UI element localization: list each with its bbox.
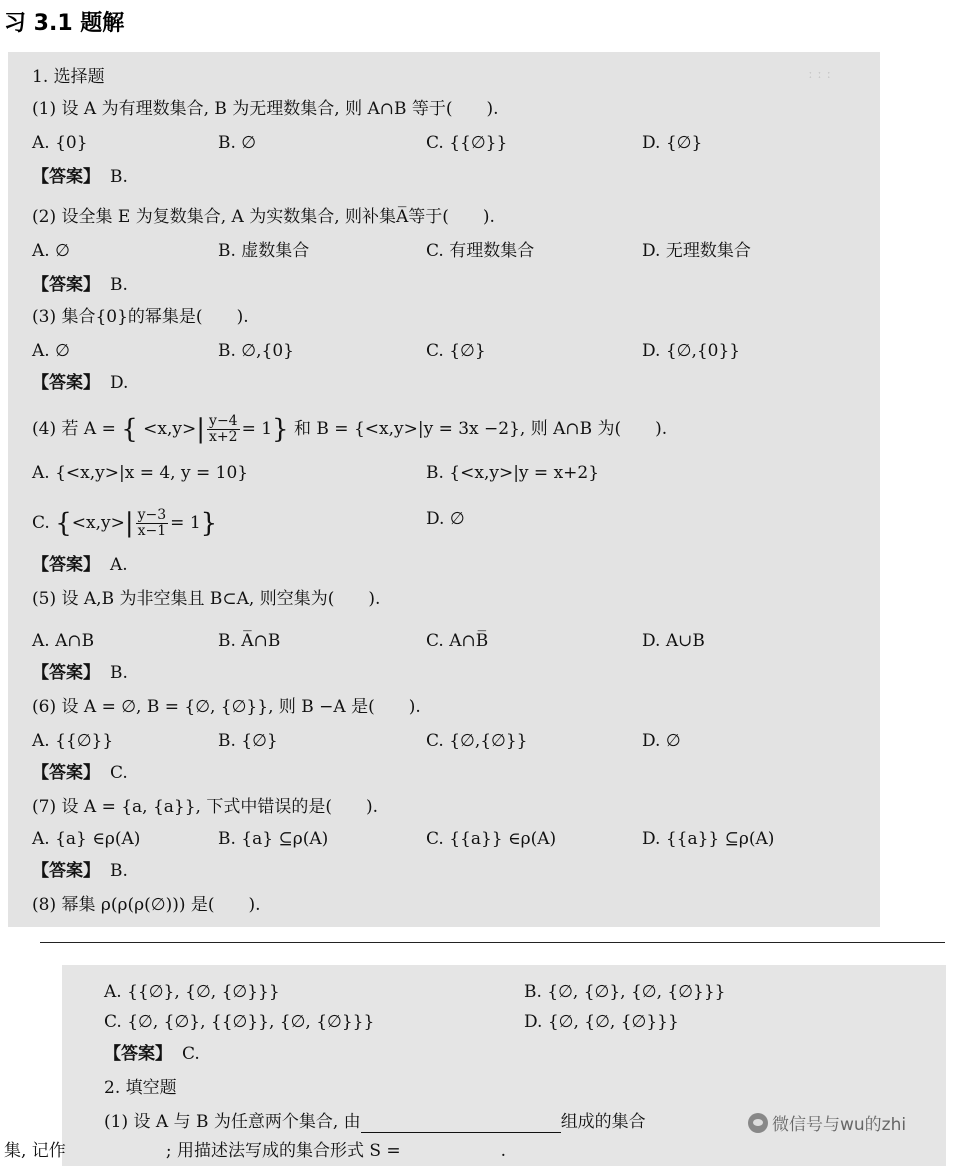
question-1-answer [32, 166, 128, 188]
question-4-fraction-rhs: = 1 [241, 419, 273, 439]
answer-value: C. [182, 1044, 200, 1064]
fill-question-1-text-e: . [500, 1141, 507, 1161]
question-1-option-b: B. ∅ [218, 133, 257, 153]
fill-question-1-text-b: 组成的集合 [560, 1112, 646, 1132]
fraction-numerator: y−3 [137, 507, 167, 523]
page-heading: 习 3.1 题解 [4, 11, 125, 36]
question-7-stem: (7) 设 A = {a, {a}}, 下式中错误的是( ). [32, 797, 379, 817]
bar: | [124, 508, 134, 539]
question-4-option-c [32, 508, 217, 539]
question-3-option-a: A. ∅ [32, 341, 70, 361]
scanned-page-top [8, 52, 880, 927]
question-1-option-a: A. {0} [32, 133, 88, 153]
question-4-stem [32, 414, 667, 445]
question-3-stem: (3) 集合{0}的幂集是( ). [32, 307, 249, 327]
question-3-option-c: C. {∅} [426, 341, 486, 361]
answer-value: D. [110, 373, 129, 393]
answer-label: 【答案】 [32, 373, 100, 393]
bleed-through-text: ː ː ː [808, 66, 832, 82]
question-4-option-d: D. ∅ [426, 509, 465, 529]
question-5-option-a: A. A∩B [32, 631, 95, 651]
answer-label: 【答案】 [32, 555, 100, 575]
section1-title: 1. 选择题 [32, 67, 105, 87]
fraction-numerator: y−4 [209, 413, 238, 429]
question-6-answer [32, 762, 128, 784]
page-divider [40, 942, 945, 943]
answer-label: 【答案】 [32, 275, 100, 295]
fraction-denominator: x−1 [137, 523, 167, 539]
answer-label: 【答案】 [32, 167, 100, 187]
question-3-option-b: B. ∅,{0} [218, 341, 294, 361]
question-4-fraction-a [207, 414, 240, 445]
question-4-answer [32, 554, 128, 576]
question-8-stem: (8) 幂集 ρ(ρ(ρ(∅))) 是( ). [32, 895, 261, 915]
left-brace: { [121, 414, 138, 445]
question-8-option-b: B. {∅, {∅}, {∅, {∅}}} [524, 982, 726, 1002]
question-5-option-b: B. A̅∩B [218, 631, 281, 651]
question-2-option-b: B. 虚数集合 [218, 241, 310, 261]
question-4-option-c-element: <x,y> [71, 513, 125, 533]
question-4-option-a: A. {<x,y>|x = 4, y = 10} [32, 463, 249, 483]
wechat-icon [748, 1113, 768, 1133]
right-brace: } [200, 508, 218, 539]
question-1-stem: (1) 设 A 为有理数集合, B 为无理数集合, 则 A∩B 等于( ). [32, 99, 499, 119]
scanned-page-bottom [62, 965, 946, 1166]
question-7-option-d: D. {{a}} ⊆ρ(A) [642, 829, 775, 849]
question-7-option-c: C. {{a}} ∈ρ(A) [426, 829, 557, 849]
question-8-option-c: C. {∅, {∅}, {{∅}}, {∅, {∅}}} [104, 1012, 375, 1032]
question-8-option-a: A. {{∅}, {∅, {∅}}} [104, 982, 280, 1002]
fraction-denominator: x+2 [209, 429, 238, 445]
answer-label: 【答案】 [32, 763, 100, 783]
watermark [748, 1110, 906, 1135]
fill-question-1-line2 [4, 1140, 506, 1162]
fill-question-1-text-d: ; 用描述法写成的集合形式 S = [165, 1141, 401, 1161]
question-6-stem: (6) 设 A = ∅, B = {∅, {∅}}, 则 B −A 是( ). [32, 697, 421, 717]
question-3-option-d: D. {∅,{0}} [642, 341, 741, 361]
question-7-answer [32, 860, 128, 882]
question-5-stem: (5) 设 A,B 为非空集且 B⊂A, 则空集为( ). [32, 589, 381, 609]
question-4-option-b: B. {<x,y>|y = x+2} [426, 463, 600, 483]
question-1-option-c: C. {{∅}} [426, 133, 508, 153]
fill-blank [361, 1116, 561, 1133]
question-2-option-c: C. 有理数集合 [426, 241, 535, 261]
question-4-option-c-label: C. [32, 513, 50, 533]
question-2-answer [32, 274, 128, 296]
question-1-option-d: D. {∅} [642, 133, 703, 153]
fill-question-1-text-a: (1) 设 A 与 B 为任意两个集合, 由 [104, 1112, 361, 1132]
question-4-stem-pre: (4) 若 A = [32, 419, 122, 439]
question-4-fraction-c [136, 508, 169, 539]
question-2-option-d: D. 无理数集合 [642, 241, 751, 261]
answer-value: B. [110, 663, 128, 683]
question-2-stem: (2) 设全集 E 为复数集合, A 为实数集合, 则补集A̅等于( ). [32, 207, 495, 227]
question-5-answer [32, 662, 128, 684]
answer-value: B. [110, 167, 128, 187]
question-7-option-b: B. {a} ⊆ρ(A) [218, 829, 329, 849]
question-6-option-a: A. {{∅}} [32, 731, 114, 751]
section2-title: 2. 填空题 [104, 1078, 177, 1098]
question-4-set-a-element: <x,y> [143, 419, 197, 439]
right-brace: } [272, 414, 289, 445]
question-6-option-c: C. {∅,{∅}} [426, 731, 528, 751]
fill-question-1-line1 [104, 1111, 646, 1133]
question-6-option-b: B. {∅} [218, 731, 278, 751]
answer-value: B. [110, 861, 128, 881]
question-8-answer [104, 1043, 200, 1065]
question-4-option-c-rhs: = 1 [170, 513, 201, 533]
answer-label: 【答案】 [104, 1044, 172, 1064]
question-5-option-d: D. A∪B [642, 631, 705, 651]
question-6-option-d: D. ∅ [642, 731, 681, 751]
bar: | [196, 414, 206, 445]
question-7-option-a: A. {a} ∈ρ(A) [32, 829, 141, 849]
left-brace: { [55, 508, 72, 539]
answer-label: 【答案】 [32, 861, 100, 881]
question-5-option-c: C. A∩B̅ [426, 631, 489, 651]
answer-value: A. [110, 555, 128, 575]
question-3-answer [32, 372, 128, 394]
question-4-stem-post: 和 B = {<x,y>|y = 3x −2}, 则 A∩B 为( ). [294, 419, 668, 439]
fill-question-1-text-c: 集, 记作 [4, 1141, 66, 1161]
answer-value: B. [110, 275, 128, 295]
answer-label: 【答案】 [32, 663, 100, 683]
watermark-text: 微信号与wu的zhi [772, 1115, 907, 1135]
question-2-option-a: A. ∅ [32, 241, 70, 261]
answer-value: C. [110, 763, 128, 783]
question-8-option-d: D. {∅, {∅, {∅}}} [524, 1012, 679, 1032]
